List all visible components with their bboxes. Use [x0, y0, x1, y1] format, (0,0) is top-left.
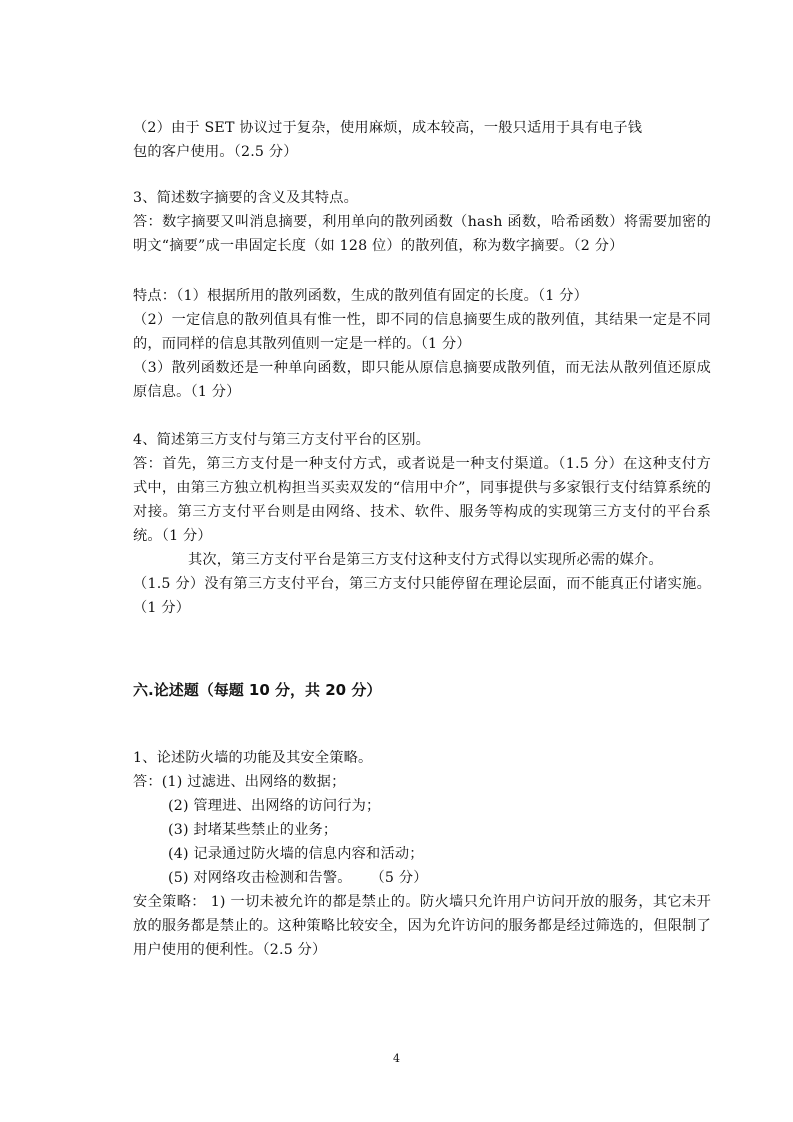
- essay-1-item-2: (2) 管理进、出网络的访问行为；: [168, 798, 381, 814]
- essay-1-item-5: (5) 对网络攻击检测和告警。 （5 分）: [168, 870, 428, 886]
- question-4-title: 4、简述第三方支付与第三方支付平台的区别。: [133, 432, 430, 448]
- essay-1-policy: 安全策略： 1) 一切未被允许的都是禁止的。防火墙只允许用户访问开放的服务，其它未开放的服务都是禁止的。这种策略比较安全，因为允许访问的服务都是经过筛选的，但限制了用户使用的便利性。（2.5 分）: [133, 894, 711, 958]
- essay-1-item-4: (4) 记录通过防火墙的信息内容和活动；: [168, 846, 424, 862]
- essay-1-item-3: (3) 封堵某些禁止的业务；: [168, 822, 338, 838]
- essay-1-item-1: (1) 过滤进、出网络的数据；: [161, 774, 346, 790]
- question-3-feature-3: （3）散列函数还是一种单向函数，即只能从原信息摘要成散列值，而无法从散列值还原成原信息。（1 分）: [133, 360, 711, 400]
- prev-answer-line-1: （2）由于 SET 协议过于复杂，使用麻烦，成本较高，一般只适用于具有电子钱: [133, 120, 643, 136]
- question-4-answer-2-first: 其次，第三方支付平台是第三方支付这种支付方式得以实现所必需的媒介。: [188, 552, 663, 568]
- essay-1-answer-label: 答：: [133, 774, 162, 790]
- question-4-answer-1: 答：首先，第三方支付是一种支付方式，或者说是一种支付渠道。（1.5 分）在这种支付方式中，由第三方独立机构担当买卖双发的“信用中介”，同事提供与多家银行支付结算系统的对接。第三方支付平台则是由网络、技术、软件、服务等构成的实现第三方支付的平台系统。（1 分）: [133, 456, 711, 544]
- prev-answer-line-2: 包的客户使用。（2.5 分）: [133, 144, 298, 160]
- essay-1-answer-label-row: [133, 770, 345, 794]
- question-3-title: 3、简述数字摘要的含义及其特点。: [133, 190, 359, 206]
- question-3-answer: 答：数字摘要又叫消息摘要，利用单向的散列函数（hash 函数，哈希函数）将需要加密的明文“摘要”成一串固定长度（如 128 位）的散列值，称为数字摘要。（2 分）: [133, 214, 711, 254]
- page-number: 4: [393, 1052, 400, 1065]
- question-3-feature-1: 特点：（1）根据所用的散列函数，生成的散列值有固定的长度。（1 分）: [133, 288, 588, 304]
- section-6-heading: 六.论述题（每题 10 分，共 20 分）: [133, 681, 382, 699]
- question-3-feature-2: （2）一定信息的散列值具有惟一性，即不同的信息摘要生成的散列值，其结果一定是不同的，而同样的信息其散列值则一定是一样的。（1 分）: [133, 312, 711, 352]
- question-4-answer-2-rest: （1.5 分）没有第三方支付平台，第三方支付只能停留在理论层面，而不能真正付诸实施。（1 分）: [133, 576, 711, 616]
- essay-1-title: 1、论述防火墙的功能及其安全策略。: [133, 750, 373, 766]
